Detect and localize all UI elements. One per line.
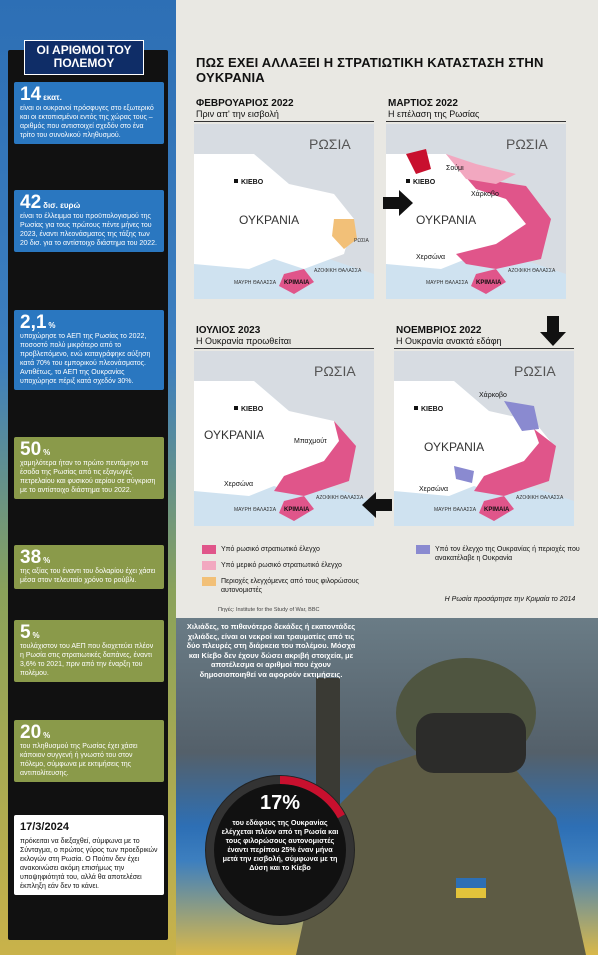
stat-elections: 17/3/2024 πρόκειται να διεξαχθεί, σύμφωνα με το Σύνταγμα, ο πρώτος γύρος των προεδρικών εκλογών στη Ρωσία. Ο Πούτιν δεν έχει ανακοινώσει ακόμη επισήμως την υποψηφιότητά του, αλλά θα αποτελέσει έκπληξη εάν δεν το κάνει. — [14, 815, 164, 895]
label-ukraine: ΟΥΚΡΑΝΙΑ — [239, 213, 300, 227]
label-kyiv: ΚΙΕΒΟ — [241, 406, 264, 413]
label-crimea: ΚΡΙΜΑΙΑ — [284, 507, 310, 513]
arrow-down-icon — [540, 316, 566, 346]
legend-ukrainian — [416, 545, 586, 563]
swatch-partial — [202, 561, 216, 570]
kyiv-marker — [406, 179, 410, 183]
label-azov: ΑΖΟΦΙΚΗ ΘΑΛΑΣΣΑ — [314, 268, 362, 274]
map-svg — [194, 124, 374, 299]
map-svg — [386, 124, 566, 299]
label-russia: ΡΩΣΙΑ — [506, 136, 548, 152]
legend-label: Περιοχές ελεγχόμενες από τους φιλορώσους αυτονομιστές — [221, 578, 359, 594]
map-subtitle: Η Ουκρανία προωθείται — [194, 336, 374, 349]
map-subtitle: Η Ουκρανία ανακτά εδάφη — [394, 336, 574, 349]
stat-population: 20 % του πληθυσμού της Ρωσίας έχει χάσει κάποιον συγγενή ή γνωστό του στον πόλεμο, σύμφωνα με εκτιμήσεις της αντιπολίτευσης. — [14, 720, 164, 782]
map-canvas — [194, 124, 374, 299]
map-canvas — [386, 124, 566, 299]
label-black-sea: ΜΑΥΡΗ ΘΑΛΑΣΣΑ — [234, 280, 277, 286]
map-svg — [394, 351, 574, 526]
label-kyiv: ΚΙΕΒΟ — [413, 179, 436, 186]
label-kherson: Χερσώνα — [224, 481, 254, 488]
label-ukraine: ΟΥΚΡΑΝΙΑ — [416, 213, 477, 227]
map-canvas — [394, 351, 574, 526]
map-title: ΝΟΕΜΒΡΙΟΣ 2022 — [396, 325, 482, 336]
label-russia: ΡΩΣΙΑ — [314, 363, 356, 379]
label-azov: ΑΖΟΦΙΚΗ ΘΑΛΑΣΣΑ — [508, 268, 556, 274]
stat-gdp: 2,1 % υποχώρησε το ΑΕΠ της Ρωσίας το 2022, ποσοστό πολύ μικρότερο από το προβλεπόμενο, ενώ καταγράφηκε αύξηση κατά 70% του εμπορικού πλεονάσματος. Αντιθέτως, το ΑΕΠ της Ουκρανίας υποχώρησε πέριξ κατά σχεδόν 30%. — [14, 310, 164, 390]
circle-text: του εδάφους της Ουκρανίας ελέγχεται πλέον από τη Ρωσία και τους φιλορώσους αυτονομιστές έναντι περίπου 25% έναν μήνα μετά την εισβολή, σύμφωνα με τη Δύση και το Κίεβο — [221, 818, 339, 872]
circle-number: 17% — [260, 792, 301, 814]
label-russia: ΡΩΣΙΑ — [514, 363, 556, 379]
stat-deficit: 42 δισ. ευρώ είναι το έλλειμμα του προϋπολογισμού της Ρωσίας για τους πρώτους πέντε μήνες του 2023, έναντι πλεονάσματος της τάξης των 20 δισ. για το αντίστοιχο διάστημα του 2022. — [14, 190, 164, 252]
map-nov-2022 — [394, 325, 574, 526]
arrow-right-icon — [383, 190, 413, 216]
source-note: Πηγές: Institute for the Study of War, BBC — [218, 607, 320, 613]
label-azov: ΑΖΟΦΙΚΗ ΘΑΛΑΣΣΑ — [316, 495, 364, 501]
photo-caption: Χιλιάδες, το πιθανότερο δεκάδες ή εκατοντάδες χιλιάδες, είναι οι νεκροί και τραυματίες από τις δύο πλευρές στη διάρκεια του πολέμου. Μόσχα και Κίεβο δεν έχουν δώσει ακριβή στοιχεία, με αποτέλεσμα οι αριθμοί που έχουν δημοσιοποιηθεί να αφορούν εκτιμήσεις. — [186, 622, 356, 679]
stat-ruble: 38 % της αξίας του έναντι του δολαρίου έχει χάσει μέσα στον τελευταίο χρόνο το ρούβλι. — [14, 545, 164, 589]
stat-military: 5 % τουλάχιστον του ΑΕΠ που διοχετεύει πλέον η Ρωσία στις στρατιωτικές δαπάνες, έναντι 3,6% το 2021, πριν από την έναρξη του πολέμου. — [14, 620, 164, 682]
label-russia: ΡΩΣΙΑ — [309, 136, 351, 152]
swatch-ukrainian — [416, 545, 430, 554]
crimea-note: Η Ρωσία προσάρτησε την Κριμαία το 2014 — [444, 596, 576, 603]
kyiv-marker — [234, 179, 238, 183]
flag-patch-yellow — [456, 888, 486, 898]
label-ukraine: ΟΥΚΡΑΝΙΑ — [424, 440, 485, 454]
map-title: ΜΑΡΤΙΟΣ 2022 — [388, 98, 458, 109]
label-kharkiv: Χάρκοβο — [471, 191, 499, 198]
map-canvas — [194, 351, 374, 526]
legend-russian — [202, 545, 320, 554]
swatch-separatist — [202, 577, 216, 586]
label-sumy: Σούμι — [446, 165, 464, 172]
legend-label: Υπό ρωσικό στρατιωτικό έλεγχο — [221, 546, 320, 553]
legend-label: Υπό τον έλεγχο της Ουκρανίας ή περιοχές που ανακατέλαβε η Ουκρανία — [435, 546, 580, 562]
map-mar-2022 — [386, 98, 566, 299]
page-title: ΠΩΣ ΕΧΕΙ ΑΛΛΑΞΕΙ Η ΣΤΡΑΤΙΩΤΙΚΗ ΚΑΤΑΣΤΑΣΗ ΣΤΗΝ ΟΥΚΡΑΝΙΑ — [196, 55, 544, 85]
label-kherson: Χερσώνα — [416, 254, 446, 261]
map-feb-2022 — [194, 98, 374, 299]
stat-exports: 50 % χαμηλότερα ήταν το πρώτο πεντάμηνο τα έσοδα της Ρωσίας από τις εξαγωγές πετρελαίου και φυσικού αερίου σε σύγκριση με το αντίστοιχο διάστημα του 2022. — [14, 437, 164, 499]
label-kyiv: ΚΙΕΒΟ — [241, 179, 264, 186]
sidebar-title: ΟΙ ΑΡΙΘΜΟΙ ΤΟΥ ΠΟΛΕΜΟΥ — [24, 40, 144, 75]
map-jul-2023 — [194, 325, 374, 526]
map-title: ΦΕΒΡΟΥΑΡΙΟΣ 2022 — [196, 98, 294, 109]
map-title: ΙΟΥΛΙΟΣ 2023 — [196, 325, 261, 336]
label-crimea: ΚΡΙΜΑΙΑ — [476, 280, 502, 286]
label-russia-small: ΡΩΣΙΑ — [354, 238, 369, 244]
label-black-sea: ΜΑΥΡΗ ΘΑΛΑΣΣΑ — [426, 280, 469, 286]
label-kharkiv: Χάρκοβο — [479, 392, 507, 399]
kyiv-marker — [234, 406, 238, 410]
swatch-russian — [202, 545, 216, 554]
label-bakhmut: Μπαχμούτ — [294, 438, 327, 445]
label-azov: ΑΖΟΦΙΚΗ ΘΑΛΑΣΣΑ — [516, 495, 564, 501]
label-crimea: ΚΡΙΜΑΙΑ — [284, 280, 310, 286]
label-black-sea: ΜΑΥΡΗ ΘΑΛΑΣΣΑ — [434, 507, 477, 513]
map-svg — [194, 351, 374, 526]
label-ukraine: ΟΥΚΡΑΝΙΑ — [204, 428, 265, 442]
label-crimea: ΚΡΙΜΑΙΑ — [484, 507, 510, 513]
label-kherson: Χερσώνα — [419, 486, 449, 493]
arrow-left-icon — [362, 492, 392, 518]
kyiv-marker — [414, 406, 418, 410]
map-subtitle: Πριν απ' την εισβολή — [194, 109, 374, 122]
label-black-sea: ΜΑΥΡΗ ΘΑΛΑΣΣΑ — [234, 507, 277, 513]
map-subtitle: Η επέλαση της Ρωσίας — [386, 109, 566, 122]
legend-label: Υπό μερικό ρωσικό στρατιωτικό έλεγχο — [221, 562, 342, 569]
label-kyiv: ΚΙΕΒΟ — [421, 406, 444, 413]
legend-partial — [202, 561, 342, 570]
legend-separatist — [202, 577, 372, 595]
stat-refugees: 14 εκατ. είναι οι ουκρανοί πρόσφυγες στο εξωτερικό και οι εκτοπισμένοι εντός της χώρας τους – αριθμός που αντιστοιχεί σχεδόν στο ένα τρίτο του συνολικού πληθυσμού. — [14, 82, 164, 144]
face-mask — [416, 713, 526, 773]
